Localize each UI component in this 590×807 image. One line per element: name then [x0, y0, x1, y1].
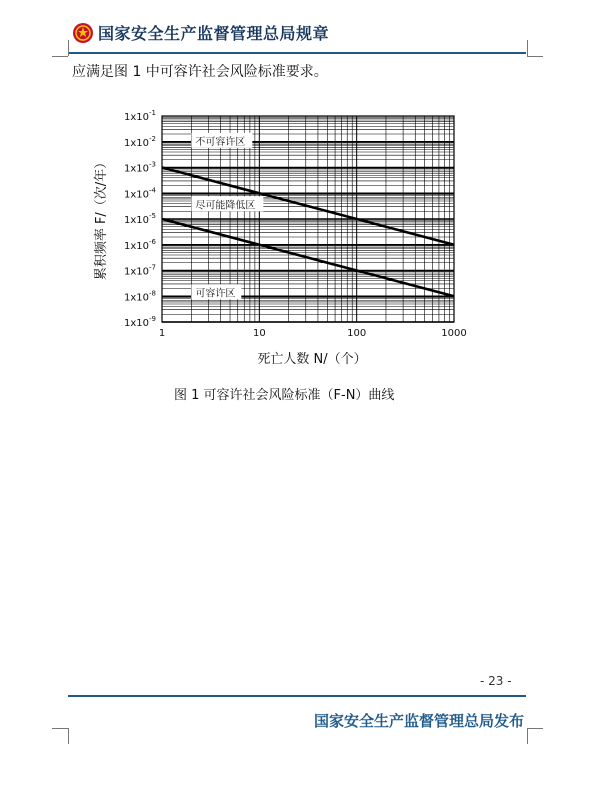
y-tick-label: $1x10^{-4}$	[124, 186, 156, 201]
y-axis-label: 累积频率 F/（次/年）	[94, 155, 109, 281]
y-tick-exponent: -2	[149, 134, 156, 143]
page-number: - 23 -	[480, 674, 512, 688]
y-tick-label: $1x10^{-6}$	[124, 237, 156, 252]
header-rule	[68, 52, 526, 54]
header-title: 国家安全生产监督管理总局规章	[98, 24, 330, 43]
y-tick-label: $1x10^{-2}$	[124, 134, 156, 149]
y-tick-label: $1x10^{-1}$	[124, 109, 156, 123]
crop-mark-top-right-v	[527, 40, 528, 56]
y-tick-exponent: -8	[149, 289, 156, 298]
national-emblem-icon	[72, 22, 94, 44]
crop-mark-top-left-h	[52, 56, 68, 57]
x-tick-label: 10	[252, 328, 266, 339]
crop-mark-top-right-h	[527, 56, 543, 57]
region-label: 可容许区	[195, 288, 236, 300]
fn-chart	[80, 100, 500, 370]
y-tick-exponent: -7	[149, 263, 156, 272]
y-tick-exponent: -9	[149, 315, 156, 323]
region-label: 尽可能降低区	[195, 200, 256, 212]
y-tick-exponent: -5	[149, 212, 156, 220]
y-tick-label: $1x10^{-8}$	[124, 289, 156, 304]
x-axis-label: 死亡人数 N/（个）	[257, 352, 367, 367]
region-label: 不可容许区	[195, 136, 246, 148]
y-tick-exponent: -3	[149, 160, 156, 169]
figure-caption: 图 1 可容许社会风险标准（F-N）曲线	[174, 388, 395, 403]
x-tick-label: 100	[347, 328, 367, 339]
crop-mark-bottom-right-v	[527, 728, 528, 744]
y-tick-exponent: -4	[149, 186, 156, 195]
y-tick-label: $1x10^{-3}$	[124, 160, 156, 175]
footer-rule	[68, 695, 526, 697]
y-tick-label: $1x10^{-5}$	[124, 212, 156, 226]
intro-text: 应满足图 1 中可容许社会风险标准要求。	[72, 64, 328, 80]
y-tick-label: $1x10^{-7}$	[124, 263, 156, 278]
crop-mark-bottom-left-h	[52, 728, 68, 729]
crop-mark-top-left-v	[68, 40, 69, 56]
x-tick-label: 1000	[441, 328, 467, 339]
footer-title: 国家安全生产监督管理总局发布	[313, 712, 524, 730]
crop-mark-bottom-left-v	[68, 728, 69, 744]
y-tick-exponent: -1	[149, 109, 156, 117]
chart-series	[162, 168, 454, 300]
x-tick-label: 1	[158, 328, 166, 339]
crop-mark-bottom-right-h	[527, 728, 543, 729]
y-tick-label: $1x10^{-9}$	[124, 315, 156, 329]
y-tick-exponent: -6	[149, 237, 156, 246]
